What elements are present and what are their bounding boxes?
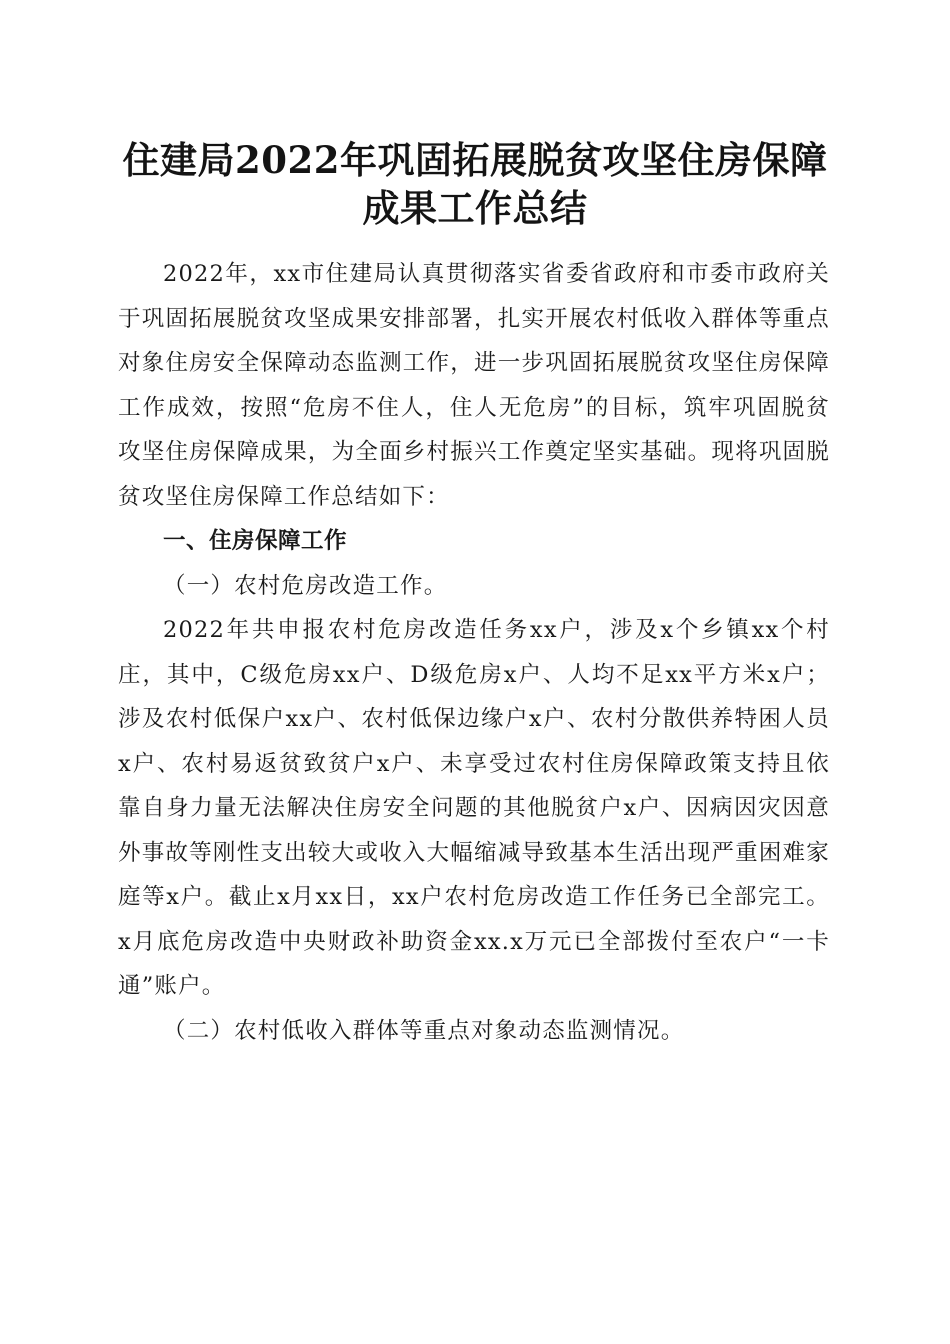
- document-body: [118, 252, 830, 1053]
- subsection-heading-dynamic-monitoring: （二）农村低收入群体等重点对象动态监测情况。: [163, 1017, 685, 1044]
- document-title: 住建局2022年巩固拓展脱贫攻坚住房保障成果工作总结: [122, 138, 828, 230]
- intro-paragraph: 2022年，xx市住建局认真贯彻落实省委省政府和市委市政府关于巩固拓展脱贫攻坚成果安排部署，扎实开展农村低收入群体等重点对象住房安全保障动态监测工作，进一步巩固拓展脱贫攻坚住房保障工作成效，按照“危房不住人，住人无危房”的目标，筑牢巩固脱贫攻坚住房保障成果，为全面乡村振兴工作奠定坚实基础。现将巩固脱贫攻坚住房保障工作总结如下：: [118, 261, 830, 510]
- rural-renovation-paragraph: 2022年共申报农村危房改造任务xx户，涉及x个乡镇xx个村庄，其中，C级危房xx户、D级危房x户、人均不足xx平方米x户；涉及农村低保户xx户、农村低保边缘户x户、农村分散供养特困人员x户、农村易返贫致贫户x户、未享受过农村住房保障政策支持且依靠自身力量无法解决住房安全问题的其他脱贫户x户、因病因灾因意外事故等刚性支出较大或收入大幅缩减导致基本生活出现严重困难家庭等x户。截止x月xx日，xx户农村危房改造工作任务已全部完工。x月底危房改造中央财政补助资金xx.x万元已全部拨付至农户“一卡通”账户。: [118, 617, 830, 999]
- subsection-heading-rural-renovation: （一）农村危房改造工作。: [163, 572, 448, 599]
- section-heading-housing-security: 一、住房保障工作: [163, 528, 348, 554]
